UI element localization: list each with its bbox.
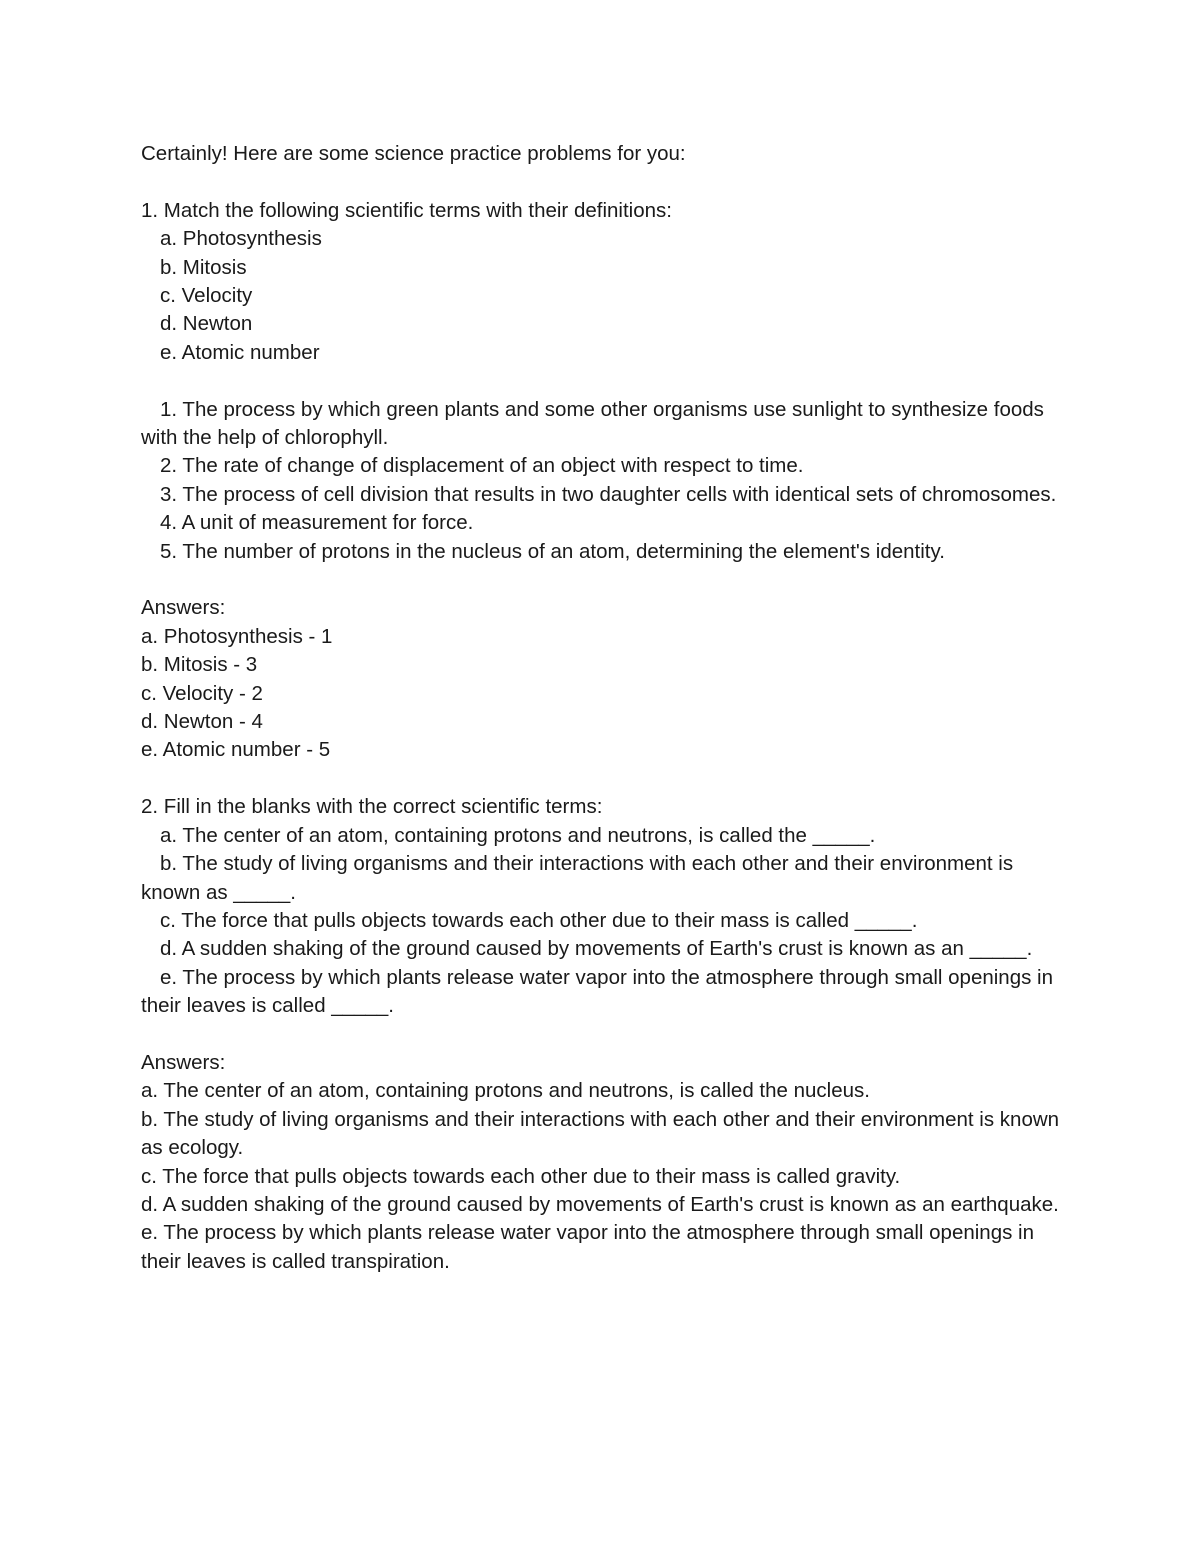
question-item: e. The process by which plants release water vapor into the atmosphere through small openings in their leaves is called _____. xyxy=(141,965,1059,1018)
answers-label: Answers: xyxy=(141,1050,226,1074)
spacer xyxy=(141,566,1071,594)
definition-item: 2. The rate of change of displacement of an object with respect to time. xyxy=(160,454,804,478)
problem-2-heading: 2. Fill in the blanks with the correct scientific terms: xyxy=(141,795,603,819)
intro-text: Certainly! Here are some science practice problems for you: xyxy=(141,142,686,165)
term-item: b. Mitosis xyxy=(160,255,247,279)
term-item: a. Photosynthesis xyxy=(160,227,322,251)
spacer xyxy=(141,1021,1071,1049)
definition-item: 5. The number of protons in the nucleus of an atom, determining the element's identity. xyxy=(160,539,945,563)
question-item: d. A sudden shaking of the ground caused by movements of Earth's crust is known as an _____. xyxy=(160,937,1033,961)
answer-item: e. Atomic number - 5 xyxy=(141,738,331,762)
definition-item: 3. The process of cell division that results in two daughter cells with identical sets of chromosomes. xyxy=(160,482,1057,506)
term-item: e. Atomic number xyxy=(160,340,320,364)
question-item: b. The study of living organisms and their interactions with each other and their environment is known as _____. xyxy=(141,852,1019,904)
definition-item: 4. A unit of measurement for force. xyxy=(160,511,474,535)
term-item: c. Velocity xyxy=(160,284,253,308)
answer-item: c. The force that pulls objects towards each other due to their mass is called gravity. xyxy=(141,1164,901,1188)
term-item: d. Newton xyxy=(160,312,253,336)
answer-item: d. Newton - 4 xyxy=(141,710,263,734)
document-body xyxy=(141,140,1071,1276)
spacer xyxy=(141,765,1071,793)
answer-item: b. Mitosis - 3 xyxy=(141,653,258,677)
answer-item: a. Photosynthesis - 1 xyxy=(141,624,333,648)
answer-item: a. The center of an atom, containing protons and neutrons, is called the nucleus. xyxy=(141,1079,870,1103)
answer-item: b. The study of living organisms and their interactions with each other and their environment is known as ecology. xyxy=(141,1107,1065,1160)
question-item: a. The center of an atom, containing protons and neutrons, is called the _____. xyxy=(160,823,876,847)
spacer xyxy=(141,367,1071,395)
problem-1-heading: 1. Match the following scientific terms with their definitions: xyxy=(141,198,672,222)
question-item: c. The force that pulls objects towards each other due to their mass is called _____. xyxy=(160,908,918,932)
answers-label: Answers: xyxy=(141,596,226,620)
spacer xyxy=(141,168,1071,196)
answer-item: c. Velocity - 2 xyxy=(141,681,263,705)
answer-item: e. The process by which plants release water vapor into the atmosphere through small openings in their leaves is called transpiration. xyxy=(141,1221,1040,1273)
definition-item: 1. The process by which green plants and some other organisms use sunlight to synthesize foods with the help of chlorophyll. xyxy=(141,397,1050,450)
answer-item: d. A sudden shaking of the ground caused by movements of Earth's crust is known as an earthquake. xyxy=(141,1192,1059,1216)
